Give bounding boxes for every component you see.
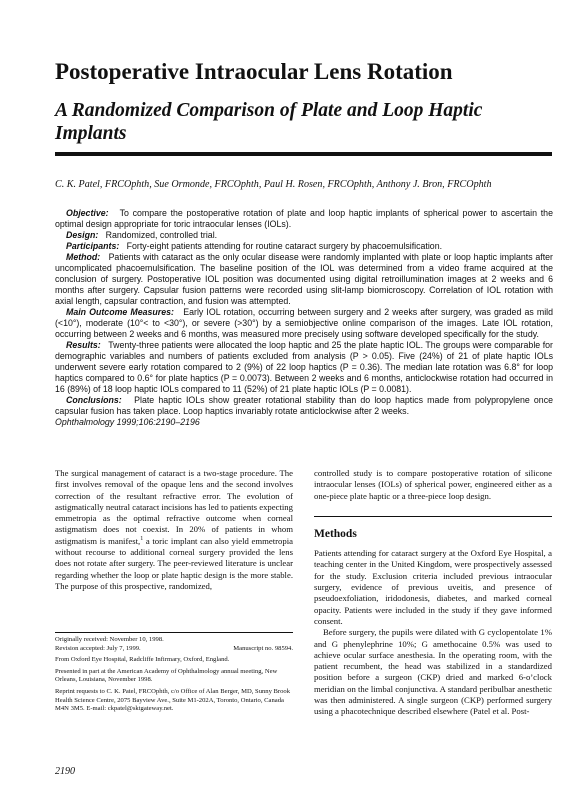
article-title: Postoperative Intraocular Lens Rotation [55, 59, 453, 84]
abstract-text: To compare the postoperative rotation of plate and loop haptic implants of spherical power to ascertain the optimal design appropriate for toric intraocular lenses (IOLs). [55, 208, 553, 229]
abstract-conclusions [55, 395, 553, 417]
revision-date: Revision accepted: July 7, 1999. [55, 644, 141, 652]
dates-note [55, 636, 293, 653]
methods-paragraph: Patients attending for cataract surgery at the Oxford Eye Hospital, a teaching center in the United Kingdom, were prospectively assessed for the study. Exclusion criteria included previous intraocular surgery, evidence of previous uveitis, and presence of pseudoexfoliation, iridodonesis, diabetes, and marked corneal opacity. Patients were included in the study if they gave informed consent. [314, 548, 552, 626]
footnote-rule [55, 632, 293, 633]
abstract-text: Plate haptic IOLs show greater rotational stability than do loop haptics made from polypropylene once capsular fusion has taken place. Loop haptics invariably rotate anticlockwise after 2 weeks. [55, 395, 553, 416]
introduction-continued: controlled study is to compare postoperative rotation of silicone intraocular lenses (IOLs) of spherical power, engineered either as a one-piece plate haptic or a three-piece loop design. [314, 468, 552, 501]
abstract-text: Twenty-three patients were allocated the loop haptic and 25 the plate haptic IOL. The groups were comparable for demographic variables and numbers of patients excluded from analysis (P > 0.05). Five (24%) of 21 of plate haptic IOLs underwent severe early rotation compared to 2 (9%) of 22 loop haptics (P = 0.36). The median late rotation was 6.8° for loop haptics compared to 0.6° for plate haptics (P = 0.0073). Between 2 weeks and 6 months, anticlockwise rotation had occurred in 16 (89%) of 18 loop haptic IOLs compared to 11 (52%) of 21 plate haptic IOLs (P = 0.0081). [55, 340, 553, 394]
received-date: Originally received: November 10, 1998. [55, 636, 164, 643]
journal-citation: Ophthalmology 1999;106:2190–2196 [55, 417, 200, 427]
abstract-results [55, 340, 553, 395]
intro-text-part-2: a toric implant can also yield emmetropia without recourse to additional corneal surgery provided the lens does not rotate after surgery. The peer-reviewed literature is unclear regarding whether the loop or plate haptic design is the more stable. The purpose of this prospective, randomized, [55, 535, 293, 591]
abstract-label: Main Outcome Measures: [66, 307, 174, 317]
abstract-objective [55, 208, 553, 230]
abstract-label: Conclusions: [66, 395, 122, 405]
body-column-right [314, 468, 552, 718]
abstract-text: Forty-eight patients attending for routine cataract surgery by phacoemulsification. [126, 241, 443, 251]
subtitle-line-1: A Randomized Comparison of Plate and Loop Haptic [55, 100, 483, 121]
article-subtitle [55, 99, 555, 145]
abstract [55, 208, 553, 428]
reference-superscript: 1 [140, 535, 144, 542]
manuscript-number: Manuscript no. 98594. [233, 644, 293, 652]
abstract-label: Participants: [66, 241, 120, 251]
methods-paragraph: Before surgery, the pupils were dilated with G cyclopentolate 1% and G phenylephrine 10%; G amethocaine 0.5% was used to achieve ocular surface anesthesia. In the operating room, with the patient recumbent, the head was stabilized in a standardized position before a surgeon (CKP) dried and marked 6-o’clock meridian on the limbal conjunctiva. A standard peribulbar anesthetic was then administered. A single surgeon (CKP) performed surgery using a phacotechnique described elsewhere (Patel et al. Post- [314, 627, 552, 717]
subtitle-line-2: Implants [55, 123, 127, 144]
introduction-paragraph [55, 468, 293, 592]
abstract-participants [55, 241, 553, 252]
intro-text-part-1: The surgical management of cataract is a two-stage procedure. The first involves removal of the opaque lens and the second involves correction of the resultant refractive error. The evolution of astigmatically neutral cataract incisions has led to patients expecting emmetropia as the optimal refractive outcome when corneal astigmatism does not coexist. In 20% of patients in whom astigmatism is manifest, [55, 468, 293, 546]
abstract-label: Results: [66, 340, 101, 350]
abstract-label: Design: [66, 230, 99, 240]
page-number: 2190 [55, 766, 75, 777]
methods-heading: Methods [314, 527, 357, 540]
abstract-text: Early IOL rotation, occurring between surgery and 2 weeks after surgery, was graded as mild (<10°), moderate (10°< to <30°), or severe (>30°) by a semiobjective online comparison of the images. Late IOL rotation, occurring between 2 weeks and 6 months, was measured more precisely using software developed specifically for the study. [55, 307, 553, 339]
author-list: C. K. Patel, FRCOphth, Sue Ormonde, FRCOphth, Paul H. Rosen, FRCOphth, Anthony J. Bron, FRCOphth [55, 179, 492, 190]
presentation-note: Presented in part at the American Academy of Ophthalmology annual meeting, New Orleans, Louisiana, November 1998. [55, 667, 278, 684]
abstract-text: Randomized, controlled trial. [105, 230, 218, 240]
abstract-outcome-measures [55, 307, 553, 340]
abstract-label: Method: [66, 252, 101, 262]
affiliation-note: From Oxford Eye Hospital, Radcliffe Infirmary, Oxford, England. [55, 656, 230, 664]
title-rule [55, 152, 552, 156]
abstract-label: Objective: [66, 208, 109, 218]
body-column-left [55, 468, 293, 592]
reprint-note: Reprint requests to C. K. Patel, FRCOphth, c/o Office of Alan Berger, MD, Sunny Brook Health Science Centre, 2075 Bayview Ave., Suite M1-202A, Toronto, Ontario, Canada M4N 3M5. E-mail: ckpatel@sktgateway.net. [55, 687, 291, 713]
section-divider [314, 516, 552, 517]
revision-row [55, 645, 293, 654]
abstract-text: Patients with cataract as the only ocular disease were randomly implanted with plate or loop haptic implants after uncomplicated phacoemulsification. The baseline position of the IOL was determined from a video frame acquired at the conclusion of surgery. Postoperative IOL position was documented using digital retroillumination images at 2 weeks and 6 months after surgery. Capsular fusion patterns were recorded using slit-lamp biomicroscopy. Correlation of IOL rotation with axial length, capsular contraction, and fusion was attempted. [55, 252, 553, 306]
abstract-method [55, 252, 553, 307]
article-footnotes [55, 632, 293, 717]
abstract-design [55, 230, 553, 241]
